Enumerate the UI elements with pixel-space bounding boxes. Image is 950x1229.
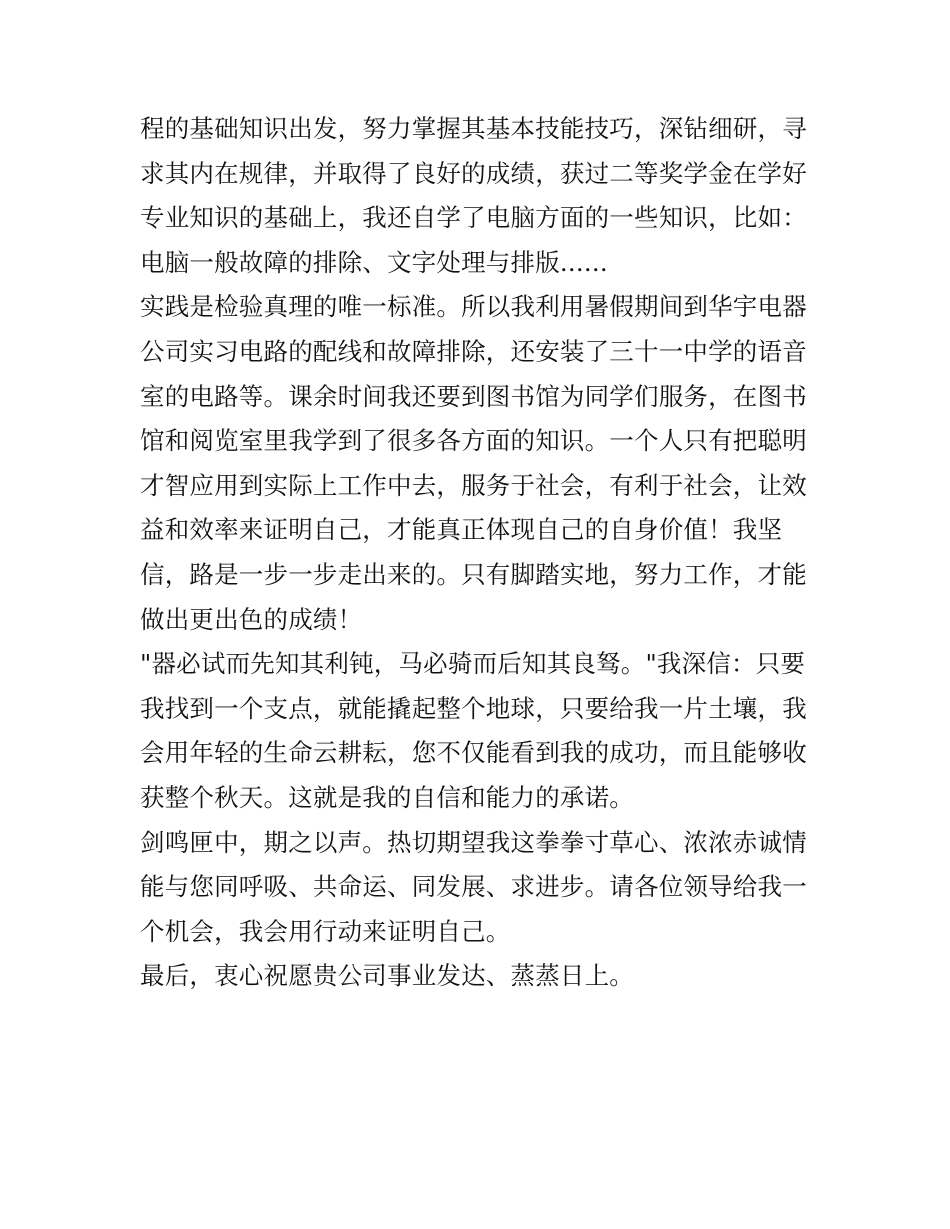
text-line: 求其内在规律，并取得了良好的成绩，获过二等奖学金在学好 — [140, 158, 807, 188]
text-line: 实践是检验真理的唯一标准。所以我利用暑假期间到华宇电器 — [140, 292, 807, 322]
text-line: "器必试而先知其利钝，马必骑而后知其良驽。"我深信：只要 — [140, 649, 806, 679]
text-line: 剑鸣匣中，期之以声。热切期望我这拳拳寸草心、浓浓赤诚情 — [140, 827, 807, 857]
text-line: 获整个秋天。这就是我的自信和能力的承诺。 — [140, 782, 634, 812]
text-line: 益和效率来证明自己，才能真正体现自己的自身价值！我坚 — [140, 515, 783, 545]
text-line: 个机会，我会用行动来证明自己。 — [140, 916, 511, 946]
text-line: 电脑一般故障的排除、文字处理与排版...... — [140, 247, 608, 277]
text-line: 做出更出色的成绩！ — [140, 604, 363, 634]
text-line: 会用年轻的生命云耕耘，您不仅能看到我的成功，而且能够收 — [140, 738, 807, 768]
document-body — [140, 107, 815, 999]
text-line: 我找到一个支点，就能撬起整个地球，只要给我一片土壤，我 — [140, 693, 807, 723]
text-line: 最后，衷心祝愿贵公司事业发达、蒸蒸日上。 — [140, 961, 634, 991]
text-line: 专业知识的基础上，我还自学了电脑方面的一些知识，比如： — [140, 203, 807, 233]
text-line: 室的电路等。课余时间我还要到图书馆为同学们服务，在图书 — [140, 381, 807, 411]
text-line: 公司实习电路的配线和故障排除，还安装了三十一中学的语音 — [140, 336, 807, 366]
text-line: 才智应用到实际上工作中去，服务于社会，有利于社会，让效 — [140, 470, 807, 500]
text-line: 程的基础知识出发，努力掌握其基本技能技巧，深钻细研，寻 — [140, 114, 807, 143]
text-line: 能与您同呼吸、共命运、同发展、求进步。请各位领导给我一 — [140, 872, 807, 902]
text-line: 信，路是一步一步走出来的。只有脚踏实地，努力工作，才能 — [140, 559, 807, 589]
text-line: 馆和阅览室里我学到了很多各方面的知识。一个人只有把聪明 — [140, 426, 807, 456]
